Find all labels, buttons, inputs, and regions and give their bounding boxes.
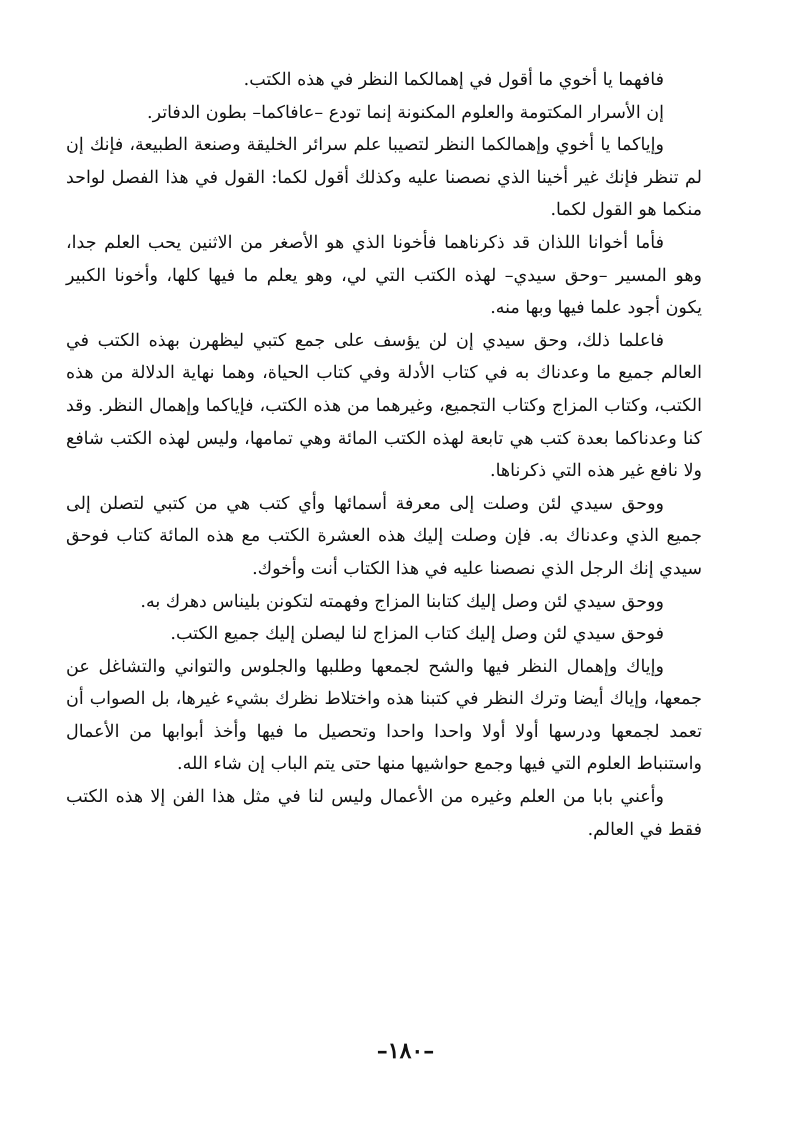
- paragraph-5: فاعلما ذلك، وحق سيدي إن لن يؤسف على جمع كتبي ليظهرن بهذه الكتب في العالم جميع ما وعدناك به في كتاب الأدلة وفي كتاب الحياة، وهما نهاية الدلالة من هذه الكتب، وكتاب المزاج وكتاب التجميع، وغيرهما من هذه الكتب، فإياكما وإهمال النظر. وقد كنا وعدناكما بعدة كتب هي تابعة لهذه الكتب المائة وهي تمامها، وليس لهذه الكتب شافع ولا نافع غير هذه التي ذكرناها.: [66, 330, 702, 482]
- paragraph-4: فأما أخوانا اللذان قد ذكرناهما فأخونا الذي هو الأصغر من الاثنين يحب العلم جدا، وهو المسير –وحق سيدي– لهذه الكتب التي لي، وهو يعلم ما فيها كلها، وأخونا الكبير يكون أجود علما فيها وبها منه.: [66, 232, 702, 319]
- paragraph-2: إن الأسرار المكتومة والعلوم المكنونة إنما تودع –عافاكما– بطون الدفاتر.: [147, 102, 664, 123]
- paragraph-1: فافهما يا أخوي ما أقول في إهمالكما النظر في هذه الكتب.: [243, 70, 664, 90]
- paragraph-6: ووحق سيدي لئن وصلت إلى معرفة أسمائها وأي كتب هي من كتبي لتصلن إلى جميع الذي وعدناك به. فإن وصلت إليك هذه العشرة الكتب مع هذه المائة كتاب فوحق سيدي إنك الرجل الذي نصصنا عليه في هذا الكتاب أنت وأخوك.: [66, 493, 702, 579]
- paragraph-8: فوحق سيدي لئن وصل إليك كتاب المزاج لنا ليصلن إليك جميع الكتب.: [170, 624, 664, 645]
- paragraph-7: ووحق سيدي لئن وصل إليك كتابنا المزاج وفهمته لتكونن بليناس دهرك به.: [140, 591, 664, 612]
- page-number: –١٨٠–: [376, 1038, 435, 1064]
- body-text: [66, 64, 702, 846]
- paragraph-10: وأعني بابا من العلم وغيره من الأعمال وليس لنا في مثل هذا الفن إلا هذه الكتب فقط في العالم.: [66, 787, 702, 840]
- paragraph-3: وإياكما يا أخوي وإهمالكما النظر لتصيبا علم سرائر الخليقة وصنعة الطبيعة، فإنك إن لم تنظر فإنك غير أخينا الذي نصصنا عليه وكذلك أقول لكما: القول في هذا الفصل لواحد منكما هو القول لكما.: [66, 135, 702, 221]
- paragraph-9: وإياك وإهمال النظر فيها والشح لجمعها وطلبها والجلوس والتواني والتشاغل عن جمعها، وإياك أيضا وترك النظر في كتبنا هذه واختلاط نظرك بشيء غيرها، بل الصواب أن تعمد لجمعها ودرسها أولا أولا واحدا واحدا وتحصيل ما فيها وأخذ أبوابها من الأعمال واستنباط العلوم التي فيها وجمع حواشيها منها حتى يتم الباب إن شاء الله.: [66, 656, 702, 775]
